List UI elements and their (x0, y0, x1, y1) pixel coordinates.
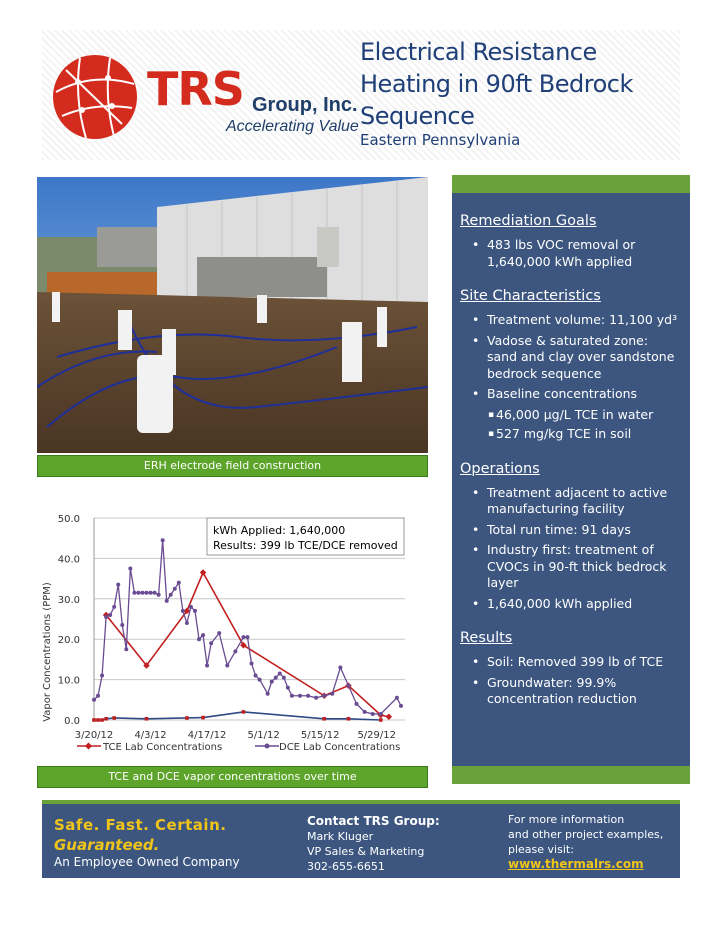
contact-title: VP Sales & Marketing (307, 845, 425, 858)
data-point (286, 686, 290, 690)
vapor-concentration-chart (37, 500, 428, 762)
data-point (282, 676, 286, 680)
more-info-line: and other project examples, (508, 828, 664, 841)
data-point (205, 663, 209, 667)
chart-y-axis-label: Vapor Concentrations (PPM) (42, 582, 53, 722)
trs-logo-icon (52, 54, 138, 140)
data-point (181, 609, 185, 613)
y-tick-label: 40.0 (57, 554, 80, 566)
footer-slogan: Safe. Fast. Certain. (54, 816, 227, 834)
site-photo (37, 177, 428, 453)
chart-annotation-kwh: kWh Applied: 1,640,000 (213, 524, 346, 537)
data-point (157, 593, 161, 597)
list-subitem: ▪ 46,000 µg/L TCE in water (460, 407, 682, 424)
list-item: • 483 lbs VOC removal or 1,640,000 kWh applied (460, 237, 682, 270)
data-point (136, 591, 140, 595)
x-tick-label: 5/15/12 (300, 730, 340, 741)
data-point (346, 684, 350, 688)
logo-wordmark: TRS (147, 62, 244, 116)
y-tick-label: 30.0 (57, 594, 80, 606)
data-point (100, 674, 104, 678)
footer-more-info (508, 812, 663, 872)
data-point (266, 692, 270, 696)
list-item: • Vadose & saturated zone: sand and clay over sandstone bedrock sequence (460, 333, 682, 383)
list-item: • Total run time: 91 days (460, 522, 682, 539)
data-point (386, 714, 393, 721)
x-tick-label: 4/3/12 (134, 730, 167, 741)
data-point (274, 676, 278, 680)
list-item: • Industry first: treatment of CVOCs in 90-ft thick bedrock layer (460, 542, 682, 592)
data-point (200, 569, 207, 576)
data-point (132, 591, 136, 595)
logo-group-text: Group, Inc. (252, 94, 358, 116)
data-point (347, 717, 351, 721)
series-line (106, 573, 389, 717)
data-point (185, 621, 189, 625)
list-item: • Treatment adjacent to active manufacturing facility (460, 485, 682, 518)
data-point (116, 583, 120, 587)
sidebar-bottom-bar (452, 766, 690, 784)
data-point (201, 633, 205, 637)
data-point (322, 694, 326, 698)
data-point (379, 718, 383, 722)
data-point (241, 635, 245, 639)
website-link[interactable]: www.thermalrs.com (508, 857, 644, 871)
data-point (258, 678, 262, 682)
data-point (185, 716, 189, 720)
list-item: • 1,640,000 kWh applied (460, 596, 682, 613)
section-heading-goals: Remediation Goals (460, 213, 597, 229)
list-item: • Soil: Removed 399 lb of TCE (460, 654, 682, 671)
more-info-line: please visit: (508, 843, 574, 856)
data-point (92, 718, 96, 722)
data-point (193, 609, 197, 613)
contact-phone[interactable]: 302-655-6651 (307, 860, 385, 873)
contact-name: Mark Kluger (307, 830, 374, 843)
section-heading-site: Site Characteristics (460, 288, 601, 304)
data-point (395, 696, 399, 700)
data-point (290, 694, 294, 698)
project-summary-panel (452, 193, 690, 766)
data-point (338, 665, 342, 669)
legend-dce: DCE Lab Concentrations (279, 742, 401, 753)
data-point (100, 718, 104, 722)
data-point (161, 538, 165, 542)
data-point (96, 718, 100, 722)
footer-slogan-guaranteed: Guaranteed. (54, 836, 160, 854)
data-point (124, 647, 128, 651)
data-point (270, 680, 274, 684)
logo-tagline: Accelerating Value (226, 118, 359, 135)
title-line: Heating in 90ft Bedrock (360, 70, 633, 98)
data-point (379, 712, 383, 716)
footer-contact (307, 814, 440, 874)
data-point (145, 591, 149, 595)
data-point (197, 637, 201, 641)
data-point (169, 593, 173, 597)
page-subtitle: Eastern Pennsylvania (360, 131, 521, 149)
data-point (330, 692, 334, 696)
data-point (153, 591, 157, 595)
data-point (173, 587, 177, 591)
contact-heading: Contact TRS Group: (307, 814, 440, 828)
x-tick-label: 3/20/12 (74, 730, 114, 741)
y-tick-label: 50.0 (57, 514, 80, 525)
data-point (108, 613, 112, 617)
data-point (217, 631, 221, 635)
footer (42, 804, 680, 878)
legend-tce: TCE Lab Concentrations (103, 742, 223, 753)
data-point (233, 649, 237, 653)
data-point (120, 623, 124, 627)
section-heading-results: Results (460, 630, 513, 646)
data-point (225, 663, 229, 667)
data-point (92, 698, 96, 702)
y-tick-label: 0.0 (64, 716, 80, 727)
data-point (165, 599, 169, 603)
x-tick-label: 5/29/12 (357, 730, 397, 741)
list-item: • Groundwater: 99.9% concentration reduction (460, 675, 682, 708)
data-point (201, 716, 205, 720)
data-point (104, 615, 108, 619)
data-point (149, 591, 153, 595)
data-point (314, 696, 318, 700)
data-point (322, 717, 326, 721)
x-tick-label: 5/1/12 (247, 730, 280, 741)
data-point (189, 605, 193, 609)
chart-annotation-results: Results: 399 lb TCE/DCE removed (213, 539, 398, 552)
data-point (245, 635, 249, 639)
more-info-line: For more information (508, 813, 625, 826)
title-line: Sequence (360, 102, 475, 130)
chart-caption: TCE and DCE vapor concentrations over time (37, 766, 428, 788)
section-heading-operations: Operations (460, 460, 540, 477)
data-point (128, 567, 132, 571)
data-point (96, 694, 100, 698)
data-point (306, 694, 310, 698)
sidebar-top-bar (452, 175, 690, 193)
data-point (363, 710, 367, 714)
list-item: • Treatment volume: 11,100 yd³ (460, 312, 682, 329)
page-title (360, 36, 680, 132)
data-point (355, 702, 359, 706)
x-tick-label: 4/17/12 (187, 730, 227, 741)
data-point (250, 661, 254, 665)
data-point (242, 710, 246, 714)
data-point (140, 591, 144, 595)
data-point (112, 716, 116, 720)
data-point (254, 674, 258, 678)
photo-caption: ERH electrode field construction (37, 455, 428, 477)
data-point (145, 717, 149, 721)
footer-company-note: An Employee Owned Company (54, 855, 240, 869)
data-point (209, 641, 213, 645)
list-subitem: ▪ 527 mg/kg TCE in soil (460, 426, 682, 443)
series-line (94, 540, 401, 714)
series-line (94, 712, 381, 720)
data-point (399, 704, 403, 708)
data-point (112, 605, 116, 609)
data-point (177, 581, 181, 585)
data-point (104, 717, 108, 721)
data-point (371, 712, 375, 716)
y-tick-label: 10.0 (57, 675, 80, 687)
data-point (298, 694, 302, 698)
y-tick-label: 20.0 (57, 635, 80, 647)
data-point (278, 672, 282, 676)
list-item: • Baseline concentrations (460, 386, 682, 403)
title-line: Electrical Resistance (360, 38, 597, 66)
